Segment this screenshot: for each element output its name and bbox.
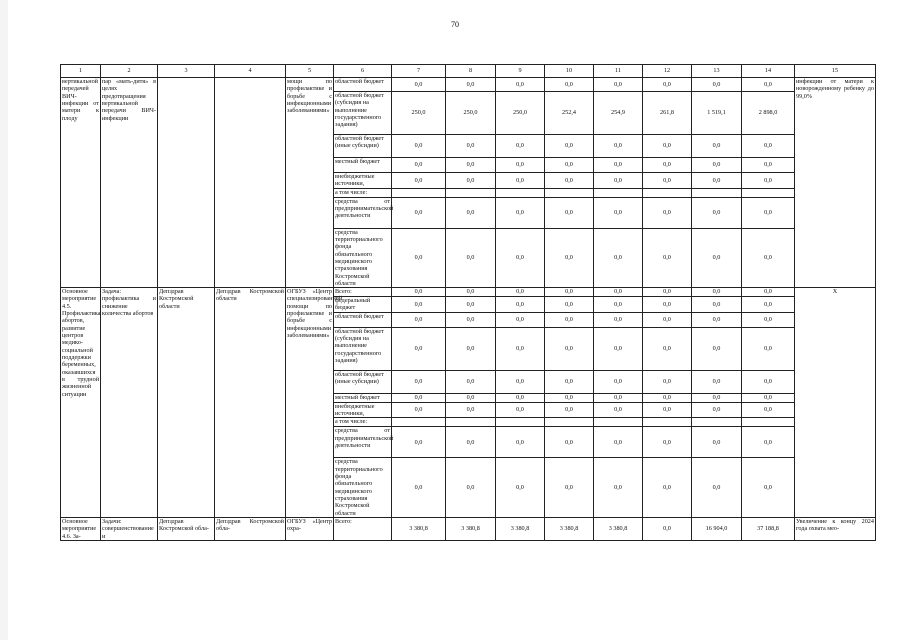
value-cell: 0,0: [692, 288, 742, 297]
value-cell: 0,0: [594, 228, 643, 288]
value-cell: [545, 418, 594, 427]
funding-source-cell: областной бюджет: [334, 78, 392, 92]
funding-source-cell: областной бюджет: [334, 312, 392, 327]
value-cell: 0,0: [392, 312, 446, 327]
value-cell: 0,0: [742, 402, 795, 418]
value-cell: 0,0: [643, 312, 692, 327]
value-cell: 0,0: [692, 327, 742, 370]
value-cell: 0,0: [692, 135, 742, 158]
value-cell: 250,0: [392, 92, 446, 135]
col-header: 1: [61, 65, 101, 78]
value-cell: 0,0: [742, 370, 795, 393]
value-cell: 0,0: [742, 458, 795, 518]
value-cell: 0,0: [446, 135, 496, 158]
value-cell: 0,0: [594, 288, 643, 297]
col-header: 7: [392, 65, 446, 78]
value-cell: 0,0: [594, 135, 643, 158]
value-cell: [446, 418, 496, 427]
value-cell: 3 380,8: [545, 517, 594, 540]
value-cell: 0,0: [446, 288, 496, 297]
value-cell: 0,0: [496, 228, 545, 288]
value-cell: 0,0: [496, 288, 545, 297]
value-cell: 0,0: [692, 427, 742, 458]
value-cell: 0,0: [643, 402, 692, 418]
result-cell: Увеличение к концу 2024 года охвата мео-: [795, 517, 876, 540]
value-cell: 0,0: [496, 158, 545, 173]
value-cell: [742, 418, 795, 427]
value-cell: 0,0: [643, 78, 692, 92]
coordinator-cell: Депздрав Костромской обла-: [158, 517, 215, 540]
document-page: [8, 0, 902, 640]
value-cell: 0,0: [496, 327, 545, 370]
value-cell: 0,0: [742, 78, 795, 92]
funding-source-cell: областной бюджет (иные субсидии): [334, 135, 392, 158]
value-cell: 0,0: [594, 158, 643, 173]
value-cell: 0,0: [742, 197, 795, 228]
coordinator-cell: Депздрав Костромской области: [158, 288, 215, 518]
value-cell: 0,0: [446, 173, 496, 189]
value-cell: 0,0: [496, 402, 545, 418]
event-description-cell: Основное мероприятие 4.5. Профилактика абортов, развитие центров медико-социальной поддержки беременных, оказавшихся в трудной жизненной ситуации: [61, 288, 101, 518]
value-cell: [496, 418, 545, 427]
result-cell: Х: [795, 288, 876, 518]
col-header: 14: [742, 65, 795, 78]
value-cell: 0,0: [545, 228, 594, 288]
value-cell: 0,0: [594, 312, 643, 327]
value-cell: 0,0: [545, 135, 594, 158]
value-cell: 0,0: [594, 297, 643, 313]
value-cell: 0,0: [692, 158, 742, 173]
value-cell: 0,0: [545, 288, 594, 297]
value-cell: 0,0: [545, 197, 594, 228]
value-cell: 250,0: [446, 92, 496, 135]
funding-source-cell: внебюджетные источники,: [334, 173, 392, 189]
value-cell: 0,0: [496, 297, 545, 313]
value-cell: 0,0: [594, 402, 643, 418]
col-header: 3: [158, 65, 215, 78]
funding-source-cell: местный бюджет: [334, 393, 392, 402]
value-cell: 0,0: [643, 135, 692, 158]
value-cell: 0,0: [692, 312, 742, 327]
value-cell: 0,0: [545, 402, 594, 418]
event-description-cell: Основное мероприятие 4.6. За-: [61, 517, 101, 540]
value-cell: 0,0: [446, 158, 496, 173]
value-cell: 0,0: [496, 393, 545, 402]
value-cell: 0,0: [742, 288, 795, 297]
value-cell: 254,9: [594, 92, 643, 135]
value-cell: 0,0: [392, 297, 446, 313]
value-cell: 252,4: [545, 92, 594, 135]
value-cell: [742, 188, 795, 197]
value-cell: 0,0: [392, 78, 446, 92]
value-cell: 0,0: [742, 393, 795, 402]
funding-source-cell: федеральный бюджет: [334, 297, 392, 313]
value-cell: 0,0: [594, 370, 643, 393]
table-row: [61, 517, 876, 540]
col-header: 11: [594, 65, 643, 78]
value-cell: 0,0: [496, 427, 545, 458]
funding-source-cell: местный бюджет: [334, 158, 392, 173]
funding-source-cell: средства от предпринимательской деятельности: [334, 197, 392, 228]
value-cell: 0,0: [692, 393, 742, 402]
value-cell: 0,0: [446, 393, 496, 402]
col-header: 8: [446, 65, 496, 78]
value-cell: 0,0: [392, 228, 446, 288]
value-cell: 0,0: [545, 78, 594, 92]
funding-source-cell: средства территориального фонда обязательного медицинского страхования Костромской области: [334, 458, 392, 518]
value-cell: 0,0: [496, 197, 545, 228]
value-cell: 0,0: [594, 393, 643, 402]
value-cell: 37 188,8: [742, 517, 795, 540]
value-cell: [643, 418, 692, 427]
funding-source-cell: а том числе:: [334, 418, 392, 427]
value-cell: [545, 188, 594, 197]
value-cell: 0,0: [594, 78, 643, 92]
value-cell: [446, 188, 496, 197]
value-cell: 0,0: [392, 173, 446, 189]
value-cell: 0,0: [446, 427, 496, 458]
task-cell: Задача: профилактика и снижение количества абортов: [101, 288, 158, 518]
value-cell: 0,0: [446, 370, 496, 393]
value-cell: 0,0: [594, 458, 643, 518]
value-cell: 0,0: [742, 327, 795, 370]
value-cell: 0,0: [496, 458, 545, 518]
executor-cell: [215, 78, 286, 288]
value-cell: 16 904,0: [692, 517, 742, 540]
col-header: 9: [496, 65, 545, 78]
value-cell: 0,0: [594, 427, 643, 458]
participant-cell: мощи по профилактике и борьбе с инфекционными заболеваниями»: [286, 78, 334, 288]
funding-source-cell: областной бюджет (субсидия на выполнение государственного задания): [334, 92, 392, 135]
value-cell: [692, 188, 742, 197]
value-cell: 3 380,8: [392, 517, 446, 540]
funding-source-cell: Всего:: [334, 517, 392, 540]
value-cell: 0,0: [446, 297, 496, 313]
value-cell: 0,0: [594, 327, 643, 370]
value-cell: 0,0: [392, 327, 446, 370]
task-cell: Задачи: совершенствование и: [101, 517, 158, 540]
coordinator-cell: [158, 78, 215, 288]
value-cell: [594, 418, 643, 427]
value-cell: 0,0: [545, 458, 594, 518]
col-header: 4: [215, 65, 286, 78]
value-cell: 0,0: [392, 402, 446, 418]
value-cell: 0,0: [545, 427, 594, 458]
col-header: 10: [545, 65, 594, 78]
value-cell: 2 898,0: [742, 92, 795, 135]
value-cell: 0,0: [692, 197, 742, 228]
value-cell: 0,0: [545, 393, 594, 402]
value-cell: 0,0: [392, 197, 446, 228]
result-cell: инфекции от матери к новорожденному ребенку до 99,0%: [795, 78, 876, 288]
value-cell: 0,0: [692, 458, 742, 518]
value-cell: [594, 188, 643, 197]
value-cell: 0,0: [742, 158, 795, 173]
value-cell: 0,0: [643, 158, 692, 173]
value-cell: 0,0: [742, 297, 795, 313]
value-cell: 0,0: [742, 312, 795, 327]
value-cell: 0,0: [446, 312, 496, 327]
value-cell: 3 380,8: [496, 517, 545, 540]
value-cell: 0,0: [545, 312, 594, 327]
value-cell: 0,0: [496, 173, 545, 189]
value-cell: 0,0: [446, 327, 496, 370]
value-cell: 0,0: [692, 78, 742, 92]
executor-cell: Депздрав Костромской области: [215, 288, 286, 518]
executor-cell: Депздрав Костромской обла-: [215, 517, 286, 540]
funding-source-cell: внебюджетные источники,: [334, 402, 392, 418]
page-number: 70: [451, 20, 459, 29]
value-cell: 0,0: [446, 228, 496, 288]
value-cell: 0,0: [643, 197, 692, 228]
funding-source-cell: областной бюджет (иные субсидии): [334, 370, 392, 393]
value-cell: 0,0: [392, 393, 446, 402]
value-cell: 0,0: [545, 370, 594, 393]
value-cell: [496, 188, 545, 197]
value-cell: 3 380,8: [594, 517, 643, 540]
value-cell: 0,0: [692, 173, 742, 189]
funding-source-cell: а том числе:: [334, 188, 392, 197]
participant-cell: ОГБУЗ «Центр охра-: [286, 517, 334, 540]
column-number-row: [61, 65, 876, 78]
value-cell: 0,0: [643, 327, 692, 370]
col-header: 12: [643, 65, 692, 78]
value-cell: 1 519,1: [692, 92, 742, 135]
value-cell: 0,0: [643, 393, 692, 402]
value-cell: 0,0: [446, 402, 496, 418]
value-cell: 0,0: [392, 370, 446, 393]
col-header: 6: [334, 65, 392, 78]
value-cell: 261,8: [643, 92, 692, 135]
value-cell: 0,0: [742, 427, 795, 458]
col-header: 13: [692, 65, 742, 78]
funding-source-cell: областной бюджет (субсидия на выполнение государственного задания): [334, 327, 392, 370]
value-cell: 0,0: [496, 78, 545, 92]
value-cell: [643, 188, 692, 197]
funding-source-cell: средства от предпринимательской деятельности: [334, 427, 392, 458]
col-header: 5: [286, 65, 334, 78]
funding-source-cell: Всего:: [334, 288, 392, 297]
value-cell: 0,0: [545, 297, 594, 313]
value-cell: 0,0: [594, 197, 643, 228]
value-cell: 0,0: [392, 288, 446, 297]
value-cell: [392, 188, 446, 197]
value-cell: 0,0: [446, 78, 496, 92]
value-cell: 0,0: [643, 458, 692, 518]
value-cell: 3 380,8: [446, 517, 496, 540]
value-cell: 0,0: [643, 517, 692, 540]
value-cell: [692, 418, 742, 427]
participant-cell: ОГБУЗ «Центр специализированной помощи по профилактике и борьбе с инфекционными заболеваниями»: [286, 288, 334, 518]
value-cell: 0,0: [742, 173, 795, 189]
col-header: 15: [795, 65, 876, 78]
value-cell: 0,0: [692, 370, 742, 393]
value-cell: 0,0: [496, 370, 545, 393]
event-description-cell: вертикальной передачей ВИЧ-инфекции от матери к плоду: [61, 78, 101, 288]
value-cell: 0,0: [496, 135, 545, 158]
value-cell: 0,0: [392, 135, 446, 158]
value-cell: 0,0: [545, 327, 594, 370]
value-cell: 0,0: [392, 458, 446, 518]
value-cell: 0,0: [392, 158, 446, 173]
value-cell: 0,0: [643, 228, 692, 288]
value-cell: 0,0: [742, 135, 795, 158]
value-cell: 0,0: [545, 173, 594, 189]
table-row: [61, 78, 876, 92]
funding-source-cell: средства территориального фонда обязательного медицинского страхования Костромской области: [334, 228, 392, 288]
value-cell: 0,0: [392, 427, 446, 458]
table-row: [61, 288, 876, 297]
budget-table: [60, 64, 876, 541]
value-cell: 0,0: [446, 458, 496, 518]
value-cell: 0,0: [692, 402, 742, 418]
value-cell: 0,0: [643, 297, 692, 313]
value-cell: 0,0: [643, 427, 692, 458]
value-cell: 0,0: [446, 197, 496, 228]
value-cell: 0,0: [496, 312, 545, 327]
value-cell: 250,0: [496, 92, 545, 135]
value-cell: 0,0: [692, 297, 742, 313]
value-cell: 0,0: [643, 173, 692, 189]
value-cell: 0,0: [692, 228, 742, 288]
value-cell: [392, 418, 446, 427]
value-cell: 0,0: [594, 173, 643, 189]
col-header: 2: [101, 65, 158, 78]
task-cell: пар «мать-дитя» в целях предотвращения вертикальной передачи ВИЧ-инфекции: [101, 78, 158, 288]
value-cell: 0,0: [545, 158, 594, 173]
value-cell: 0,0: [643, 370, 692, 393]
value-cell: 0,0: [742, 228, 795, 288]
value-cell: 0,0: [643, 288, 692, 297]
